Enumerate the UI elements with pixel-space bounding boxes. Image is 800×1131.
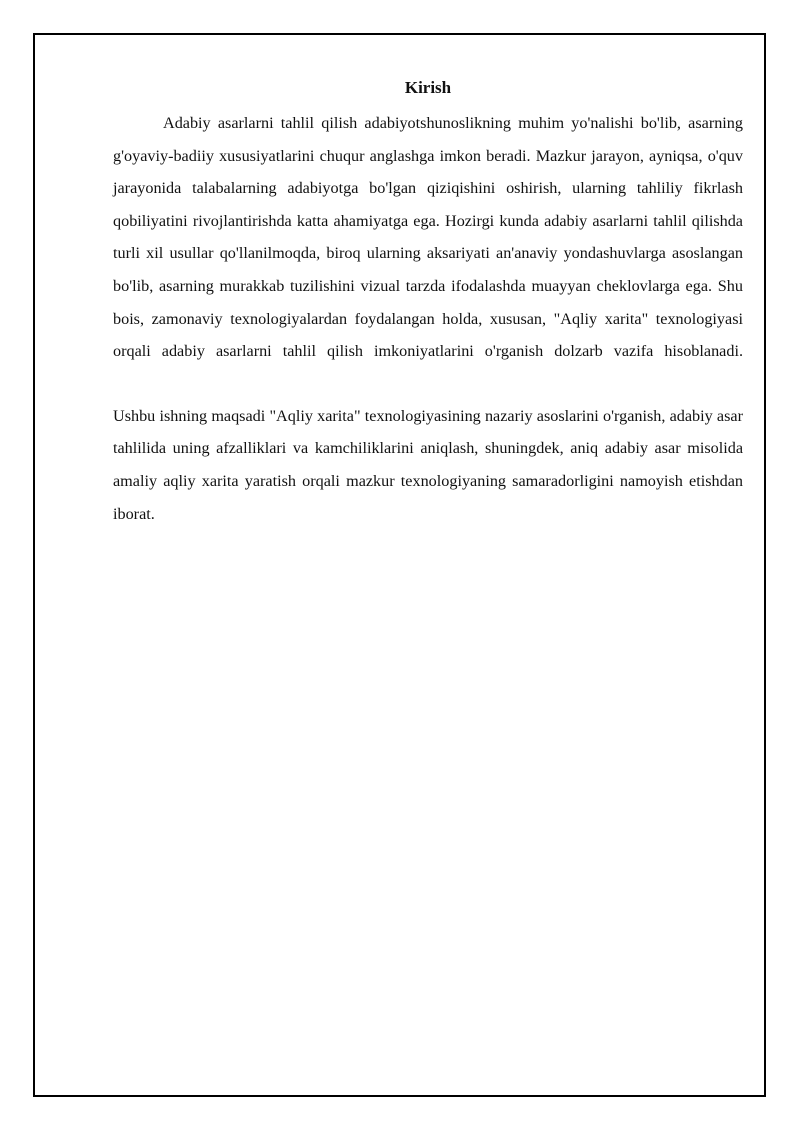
section-heading: Kirish [404, 78, 452, 97]
paragraph-goal: Ushbu ishning maqsadi "Aqliy xarita" texnologiyasining nazariy asoslarini o'rganish, adabiy asar tahlilida uning afzalliklari va kamchiliklarini aniqlash, shuningdek, aniq adabiy asar misolida amaliy aqliy xarita yaratish orqali mazkur texnologiyaning samaradorligini namoyish etishdan iborat. [113, 406, 743, 523]
paragraph-introduction: Adabiy asarlarni tahlil qilish adabiyotshunoslikning muhim yo'nalishi bo'lib, asarning g'oyaviy-badiiy xususiyatlarini chuqur anglashga imkon beradi. Mazkur jarayon, ayniqsa, o'quv jarayonida talabalarning adabiyotga bo'lgan qiziqishini oshirish, ularning tahliliy fikrlash qobiliyatini rivojlantirishda katta ahamiyatga ega. Hozirgi kunda adabiy asarlarni tahlil qilishda turli xil usullar qo'llanilmoqda, biroq ularning aksariyati an'anaviy yondashuvlarga asoslangan bo'lib, asarning murakkab tuzilishini vizual tarzda ifodalashda muayyan cheklovlarga ega. Shu bois, zamonaviy texnologiyalardan foydalangan holda, xususan, "Aqliy xarita" texnologiyasi orqali adabiy asarlarni tahlil qilish imkoniyatlarini o'rganish dolzarb vazifa hisoblanadi. [113, 114, 743, 361]
document-body [113, 76, 743, 530]
